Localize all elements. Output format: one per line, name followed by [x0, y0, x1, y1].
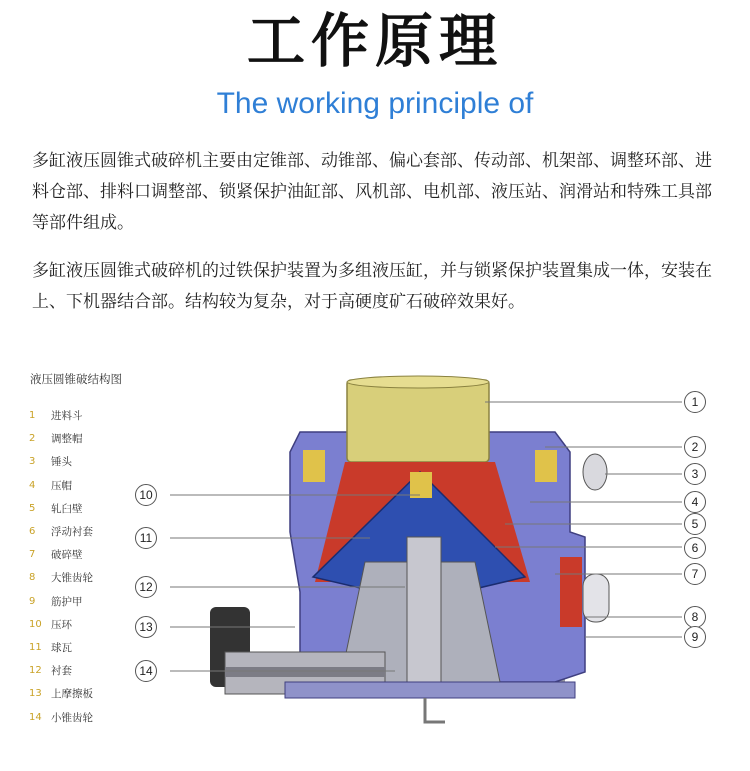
- callout-12: 12: [135, 576, 157, 598]
- callout-5: 5: [684, 513, 706, 535]
- callout-9: 9: [684, 626, 706, 648]
- legend-number: 6: [29, 526, 36, 538]
- legend-label: 大锥齿轮: [51, 572, 93, 585]
- legend-number: 9: [29, 595, 36, 607]
- main-shaft: [407, 537, 441, 687]
- drive-shaft: [225, 667, 385, 677]
- base-plate: [285, 682, 575, 698]
- adjust-block-right: [535, 450, 557, 482]
- legend-number: 8: [29, 572, 36, 584]
- legend-number: 3: [29, 456, 36, 468]
- legend-number: 11: [29, 641, 42, 653]
- legend-label: 球瓦: [51, 641, 72, 654]
- head-nut: [410, 472, 432, 498]
- hopper-rim: [347, 376, 489, 388]
- diagram-title: 液压圆锥破结构图: [30, 372, 122, 386]
- callout-6: 6: [684, 537, 706, 559]
- legend-label: 浮动衬套: [51, 526, 93, 539]
- page-title: 工作原理: [246, 7, 503, 75]
- paragraph-protection: 多缸液压圆锥式破碎机的过铁保护装置为多组液压缸，并与锁紧保护装置集成一体，安装在上、下机器结合部。结构较为复杂，对于高硬度矿石破碎效果好。: [32, 261, 712, 312]
- callout-13: 13: [135, 616, 157, 638]
- callout-4: 4: [684, 491, 706, 513]
- legend-number: 7: [29, 549, 36, 561]
- page-subtitle: The working principle of: [216, 87, 534, 120]
- paragraph-components: 多缸液压圆锥式破碎机主要由定锥部、动锥部、偏心套部、传动部、机架部、调整环部、进料仓部、排料口调整部、锁紧保护油缸部、风机部、电机部、液压站、润滑站和特殊工具部等部件组成。: [32, 151, 712, 233]
- adjust-block-left: [303, 450, 325, 482]
- oil-pipe: [425, 698, 445, 722]
- callout-8: 8: [684, 606, 706, 628]
- callout-7: 7: [684, 563, 706, 585]
- legend-label: 破碎壁: [51, 549, 83, 562]
- side-panel: [560, 557, 582, 627]
- crusher-illustration: [25, 362, 725, 762]
- legend-label: 筋护甲: [51, 595, 83, 608]
- callout-3: 3: [684, 463, 706, 485]
- feed-hopper: [347, 380, 489, 462]
- legend-label: 小锥齿轮: [51, 711, 93, 724]
- callout-1: 1: [684, 391, 706, 413]
- legend-label: 调整帽: [51, 433, 83, 446]
- legend-number: 4: [29, 479, 36, 491]
- legend-number: 12: [29, 665, 42, 677]
- callout-2: 2: [684, 436, 706, 458]
- legend-number: 5: [29, 502, 36, 514]
- cylinder-lower: [583, 574, 609, 622]
- legend-label: 进料斗: [51, 410, 83, 423]
- callout-11: 11: [135, 527, 157, 549]
- crusher-structure-diagram: [25, 362, 725, 762]
- legend-label: 锤头: [51, 456, 72, 469]
- legend-number: 10: [29, 618, 42, 630]
- legend-label: 轧臼壁: [51, 502, 83, 515]
- callout-14: 14: [135, 660, 157, 682]
- legend-label: 衬套: [51, 665, 72, 678]
- cylinder-upper: [583, 454, 607, 490]
- callout-10: 10: [135, 484, 157, 506]
- legend-number: 14: [29, 711, 42, 723]
- legend-number: 2: [29, 433, 36, 445]
- legend-number: 13: [29, 688, 42, 700]
- legend-number: 1: [29, 410, 36, 422]
- legend-label: 压帽: [51, 479, 72, 492]
- legend-label: 压环: [51, 618, 72, 631]
- legend-label: 上摩擦板: [51, 688, 93, 701]
